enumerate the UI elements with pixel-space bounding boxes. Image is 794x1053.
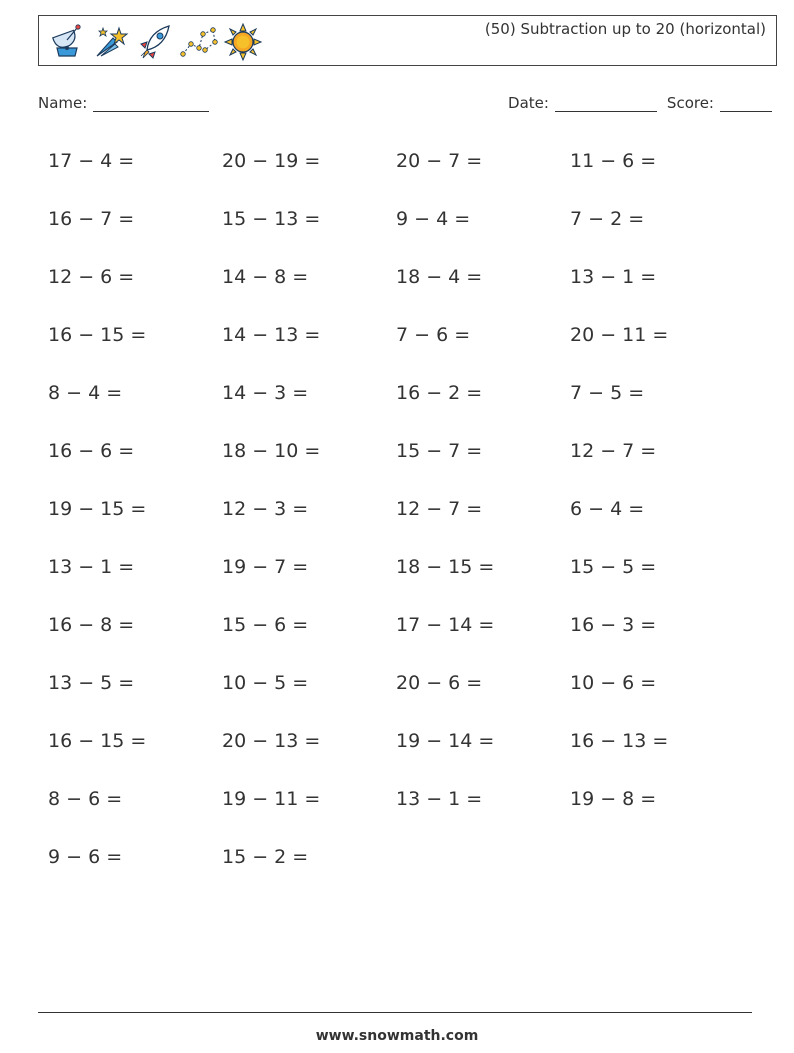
problem-grid [48, 147, 744, 901]
comet-icon [91, 22, 131, 62]
problem-item: 18 − 10 = [222, 440, 321, 462]
problem-item: 19 − 8 = [570, 788, 657, 810]
header-box [38, 15, 777, 66]
name-field[interactable] [38, 94, 209, 112]
rocket-icon [135, 22, 175, 62]
problem-item: 19 − 11 = [222, 788, 321, 810]
problem-item: 15 − 6 = [222, 614, 309, 636]
problem-item: 15 − 13 = [222, 208, 321, 230]
date-blank[interactable] [555, 97, 657, 112]
problem-item: 16 − 8 = [48, 614, 135, 636]
score-label: Score: [666, 94, 714, 112]
problem-item: 19 − 14 = [396, 730, 495, 752]
problem-item: 16 − 15 = [48, 324, 147, 346]
problem-item: 20 − 6 = [396, 672, 483, 694]
footer-divider [38, 1012, 752, 1013]
problem-item: 19 − 15 = [48, 498, 147, 520]
problem-item: 9 − 6 = [48, 846, 123, 868]
problem-item: 8 − 4 = [48, 382, 123, 404]
problem-item: 18 − 4 = [396, 266, 483, 288]
problem-item: 16 − 6 = [48, 440, 135, 462]
problem-item: 14 − 13 = [222, 324, 321, 346]
problem-item: 20 − 11 = [570, 324, 669, 346]
problem-item: 17 − 14 = [396, 614, 495, 636]
problem-item: 6 − 4 = [570, 498, 645, 520]
problem-item: 14 − 3 = [222, 382, 309, 404]
problem-item: 15 − 7 = [396, 440, 483, 462]
problem-item: 9 − 4 = [396, 208, 471, 230]
problem-item: 20 − 7 = [396, 150, 483, 172]
problem-item: 7 − 2 = [570, 208, 645, 230]
header-icons [47, 21, 263, 63]
problem-item: 8 − 6 = [48, 788, 123, 810]
problem-item: 7 − 5 = [570, 382, 645, 404]
problem-item: 20 − 19 = [222, 150, 321, 172]
problem-item: 12 − 6 = [48, 266, 135, 288]
problem-item: 16 − 2 = [396, 382, 483, 404]
satellite-dish-icon [47, 22, 87, 62]
problem-item: 13 − 1 = [570, 266, 657, 288]
problem-item: 20 − 13 = [222, 730, 321, 752]
problem-item: 11 − 6 = [570, 150, 657, 172]
problem-item: 16 − 15 = [48, 730, 147, 752]
problem-item: 15 − 2 = [222, 846, 309, 868]
problem-item: 12 − 7 = [570, 440, 657, 462]
problem-item: 10 − 6 = [570, 672, 657, 694]
problem-item: 18 − 15 = [396, 556, 495, 578]
problem-item: 15 − 5 = [570, 556, 657, 578]
name-blank[interactable] [93, 97, 209, 112]
problem-item: 12 − 7 = [396, 498, 483, 520]
worksheet-title: (50) Subtraction up to 20 (horizontal) [484, 20, 766, 38]
problem-item: 13 − 5 = [48, 672, 135, 694]
constellation-icon [179, 22, 219, 62]
name-label: Name: [38, 94, 88, 112]
problem-item: 7 − 6 = [396, 324, 471, 346]
problem-item: 19 − 7 = [222, 556, 309, 578]
date-score-group [508, 94, 772, 112]
sun-icon [223, 22, 263, 62]
problem-item: 17 − 4 = [48, 150, 135, 172]
problem-item: 10 − 5 = [222, 672, 309, 694]
problem-item: 14 − 8 = [222, 266, 309, 288]
problem-item: 13 − 1 = [396, 788, 483, 810]
problem-item: 13 − 1 = [48, 556, 135, 578]
problem-item: 16 − 13 = [570, 730, 669, 752]
problem-item: 16 − 3 = [570, 614, 657, 636]
info-row [38, 94, 772, 116]
score-blank[interactable] [720, 97, 772, 112]
problem-item: 12 − 3 = [222, 498, 309, 520]
footer-website: www.snowmath.com [315, 1028, 479, 1044]
problem-item: 16 − 7 = [48, 208, 135, 230]
date-label: Date: [508, 94, 549, 112]
